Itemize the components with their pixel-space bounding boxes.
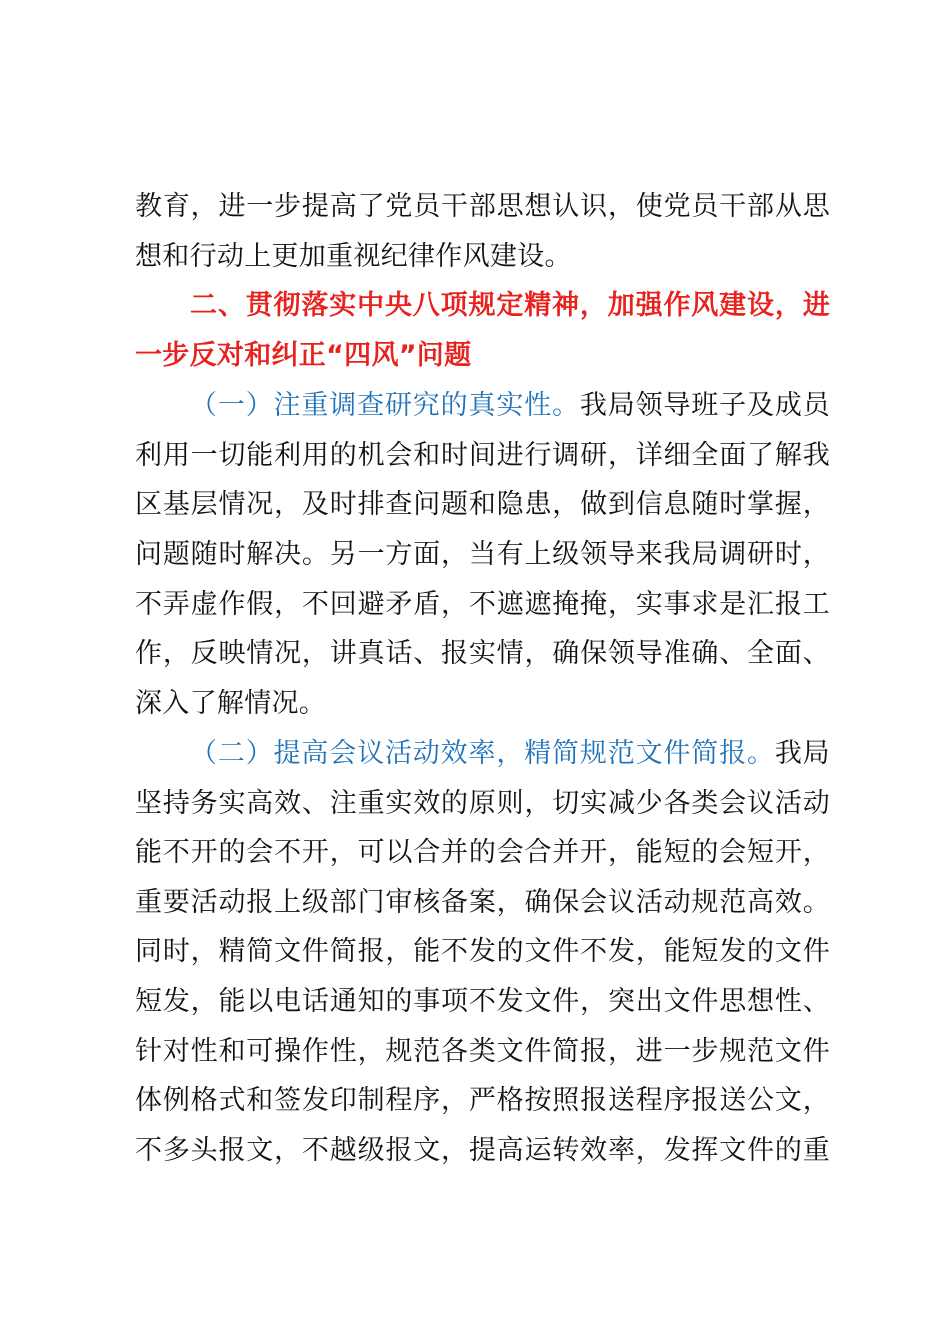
subsection-lead-text: 我局领导班子及成员 <box>579 390 831 421</box>
body-text-line: 能不开的会不开，可以合并的会合并开，能短的会短开， <box>135 837 830 868</box>
body-text-line: 体例格式和签发印制程序，严格按照报送程序报送公文， <box>135 1085 830 1116</box>
body-text-line: 针对性和可操作性，规范各类文件简报，进一步规范文件 <box>135 1036 830 1067</box>
body-text-line: 坚持务实高效、注重实效的原则，切实减少各类会议活动 <box>135 788 830 819</box>
body-text-line: 教育，进一步提高了党员干部思想认识，使党员干部从思 <box>135 191 830 222</box>
section-heading-line: 二、贯彻落实中央八项规定精神，加强作风建设，进 <box>190 290 830 321</box>
section-heading-line: 一步反对和纠正“四风”问题 <box>135 340 472 371</box>
body-text-line: 利用一切能利用的机会和时间进行调研，详细全面了解我 <box>135 440 830 471</box>
body-text-line: 同时，精简文件简报，能不发的文件不发，能短发的文件 <box>135 936 830 967</box>
body-text-line: 区基层情况，及时排查问题和隐患，做到信息随时掌握， <box>135 489 830 520</box>
body-text-line: 短发，能以电话通知的事项不发文件，突出文件思想性、 <box>135 986 830 1017</box>
body-text-line: 深入了解情况。 <box>135 688 327 719</box>
body-text-line: 问题随时解决。另一方面，当有上级领导来我局调研时， <box>135 539 830 570</box>
body-text-line: 想和行动上更加重视纪律作风建设。 <box>135 241 572 272</box>
subsection-title: （一）注重调查研究的真实性。 <box>190 390 580 421</box>
subsection-lead-text: 我局 <box>774 738 830 769</box>
subsection-heading-line <box>190 389 830 423</box>
body-text-line: 不多头报文，不越级报文，提高运转效率，发挥文件的重 <box>135 1135 830 1166</box>
subsection-title: （二）提高会议活动效率，精简规范文件简报。 <box>190 738 775 769</box>
body-text-line: 重要活动报上级部门审核备案，确保会议活动规范高效。 <box>135 887 830 918</box>
body-text-line: 作，反映情况，讲真话、报实情，确保领导准确、全面、 <box>135 638 830 669</box>
subsection-heading-line <box>190 737 830 771</box>
body-text-line: 不弄虚作假，不回避矛盾，不遮遮掩掩，实事求是汇报工 <box>135 589 830 620</box>
